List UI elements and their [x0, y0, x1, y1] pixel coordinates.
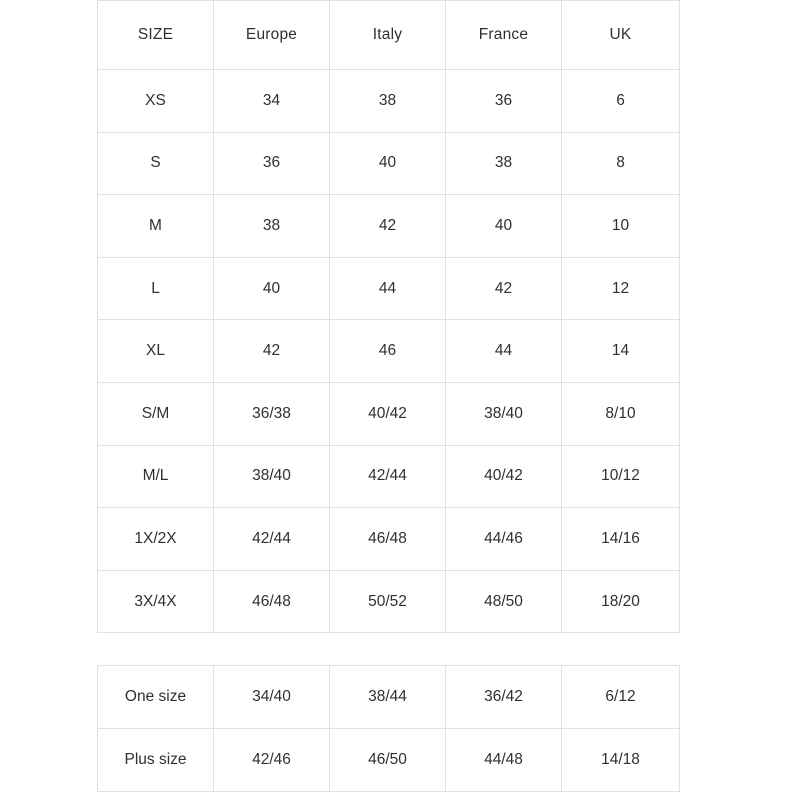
cell-uk: 14/16 [562, 508, 680, 571]
cell-uk: 10 [562, 195, 680, 258]
cell-europe: 34 [214, 70, 330, 133]
table-row [98, 570, 680, 633]
table-row [98, 132, 680, 195]
row-label: XL [98, 320, 214, 383]
cell-italy: 46/48 [330, 508, 446, 571]
row-label-one-size: One size [98, 666, 214, 729]
column-header-size: SIZE [98, 1, 214, 70]
cell-italy: 46 [330, 320, 446, 383]
table-row [98, 729, 680, 792]
cell-europe: 38/40 [214, 445, 330, 508]
row-label: 1X/2X [98, 508, 214, 571]
cell-italy: 46/50 [330, 729, 446, 792]
table-row [98, 257, 680, 320]
row-label: S [98, 132, 214, 195]
cell-uk: 10/12 [562, 445, 680, 508]
cell-italy: 40 [330, 132, 446, 195]
cell-uk: 8/10 [562, 382, 680, 445]
cell-italy: 38 [330, 70, 446, 133]
row-label-plus-size: Plus size [98, 729, 214, 792]
cell-europe: 42/46 [214, 729, 330, 792]
cell-france: 48/50 [446, 570, 562, 633]
table-row [98, 445, 680, 508]
column-header-uk: UK [562, 1, 680, 70]
table-row [98, 70, 680, 133]
cell-france: 36/42 [446, 666, 562, 729]
table-header-row [98, 1, 680, 70]
table-row [98, 382, 680, 445]
cell-europe: 36/38 [214, 382, 330, 445]
column-header-italy: Italy [330, 1, 446, 70]
table-row [98, 508, 680, 571]
cell-uk: 8 [562, 132, 680, 195]
cell-france: 44/46 [446, 508, 562, 571]
cell-europe: 38 [214, 195, 330, 258]
cell-europe: 46/48 [214, 570, 330, 633]
cell-uk: 14 [562, 320, 680, 383]
extra-table-wrapper [97, 665, 703, 792]
cell-france: 40/42 [446, 445, 562, 508]
cell-uk: 6 [562, 70, 680, 133]
international-size-conversion-table [97, 0, 680, 633]
table-row [98, 320, 680, 383]
cell-italy: 38/44 [330, 666, 446, 729]
cell-france: 36 [446, 70, 562, 133]
row-label: M/L [98, 445, 214, 508]
cell-europe: 42/44 [214, 508, 330, 571]
cell-france: 44/48 [446, 729, 562, 792]
cell-italy: 40/42 [330, 382, 446, 445]
column-header-france: France [446, 1, 562, 70]
table-row [98, 666, 680, 729]
cell-europe: 36 [214, 132, 330, 195]
cell-italy: 50/52 [330, 570, 446, 633]
cell-france: 42 [446, 257, 562, 320]
one-size-plus-size-table [97, 665, 680, 792]
row-label: XS [98, 70, 214, 133]
cell-uk: 12 [562, 257, 680, 320]
cell-france: 44 [446, 320, 562, 383]
table-separator [97, 633, 703, 665]
cell-italy: 44 [330, 257, 446, 320]
main-table-wrapper [97, 0, 703, 633]
table-row [98, 195, 680, 258]
row-label: M [98, 195, 214, 258]
cell-europe: 42 [214, 320, 330, 383]
row-label: 3X/4X [98, 570, 214, 633]
cell-italy: 42/44 [330, 445, 446, 508]
column-header-europe: Europe [214, 1, 330, 70]
cell-france: 38 [446, 132, 562, 195]
row-label: S/M [98, 382, 214, 445]
cell-france: 40 [446, 195, 562, 258]
cell-europe: 40 [214, 257, 330, 320]
cell-france: 38/40 [446, 382, 562, 445]
cell-uk: 6/12 [562, 666, 680, 729]
cell-uk: 14/18 [562, 729, 680, 792]
cell-uk: 18/20 [562, 570, 680, 633]
cell-europe: 34/40 [214, 666, 330, 729]
row-label: L [98, 257, 214, 320]
cell-italy: 42 [330, 195, 446, 258]
